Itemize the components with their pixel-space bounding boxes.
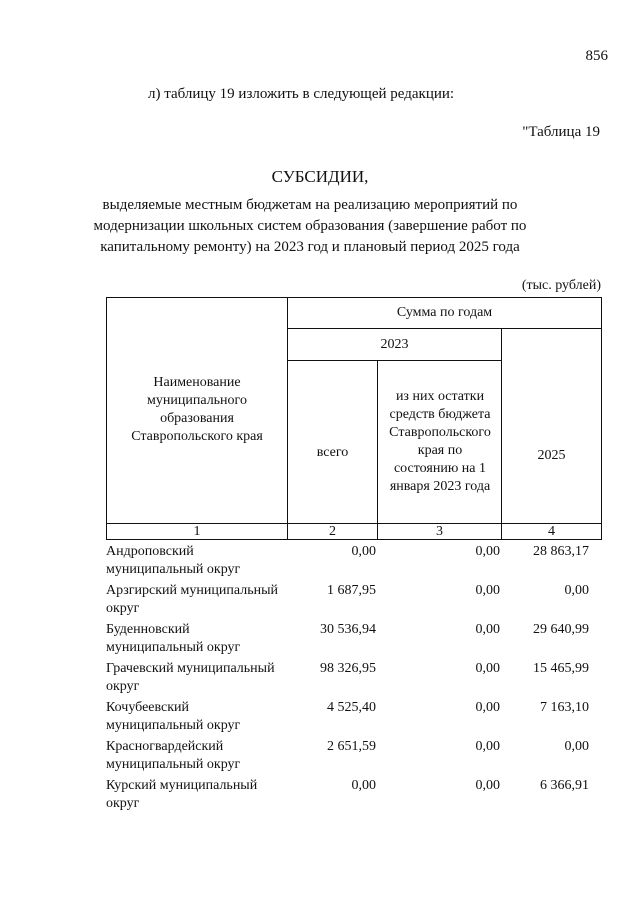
header-line [106,297,107,540]
total-value: 30 536,94 [320,622,376,637]
column-name-header: Наименование муниципального образования Ставропольского края [131,375,263,444]
column-number: 1 [193,523,201,539]
total-value: 4 525,40 [327,700,376,715]
remainder-value: 0,00 [475,583,500,598]
table-reference: "Таблица 19 [522,124,600,140]
column-number: 2 [329,523,336,539]
municipality-name: Кочубеевский муниципальный округ [106,700,241,733]
municipality-name: Буденновский муниципальный округ [106,622,241,655]
units-note: (тыс. рублей) [521,278,601,293]
year-2025-value: 7 163,10 [540,700,589,715]
intro-text: л) таблицу 19 изложить в следующей редакции: [148,86,455,102]
remainder-header: из них остатки средств бюджета Ставропольского края по состоянию на 1 января 2023 года [389,389,491,494]
municipality-name: Красногвардейский муниципальный округ [106,739,241,772]
header-line [106,539,602,540]
table-row [106,699,602,738]
sum-by-years-header: Сумма по годам [396,304,493,320]
remainder-value: 0,00 [475,778,500,793]
total-value: 98 326,95 [320,661,376,676]
year-2023-header: 2023 [380,336,409,352]
document-title: СУБСИДИИ, [271,167,369,186]
table-row [106,621,602,660]
column-number: 4 [548,523,555,539]
total-value: 1 687,95 [327,583,376,598]
municipality-name: Курский муниципальный округ [106,778,258,811]
year-2025-value: 29 640,99 [533,622,589,637]
table-row [106,660,602,699]
table-body [106,543,602,816]
municipality-name: Арзгирский муниципальный округ [106,583,278,616]
document-subtitle: выделяемые местным бюджетам на реализацию мероприятий по модернизации школьных систем образования (завершение работ по капитальному ремонту) на 2023 год и плановый период 2025 года [93,197,527,255]
table-row [106,582,602,621]
remainder-value: 0,00 [475,739,500,754]
remainder-value: 0,00 [475,661,500,676]
year-2025-header: 2025 [537,448,566,463]
total-value: 2 651,59 [327,739,376,754]
year-2025-value: 0,00 [564,739,589,754]
year-2025-value: 6 366,91 [540,778,589,793]
page-number: 856 [585,48,608,64]
total-header: всего [316,445,349,460]
table-row [106,777,602,816]
table-row [106,543,602,582]
total-value: 0,00 [351,544,376,559]
municipality-name: Андроповский муниципальный округ [106,544,241,577]
year-2025-value: 0,00 [564,583,589,598]
year-2025-value: 28 863,17 [533,544,589,559]
column-number: 3 [436,523,443,539]
header-line [377,360,378,540]
municipality-name: Грачевский муниципальный округ [106,661,275,694]
table-header [106,297,602,539]
year-2025-value: 15 465,99 [533,661,589,676]
total-value: 0,00 [351,778,376,793]
remainder-value: 0,00 [475,622,500,637]
header-line [601,297,602,540]
table-row [106,738,602,777]
remainder-value: 0,00 [475,544,500,559]
remainder-value: 0,00 [475,700,500,715]
